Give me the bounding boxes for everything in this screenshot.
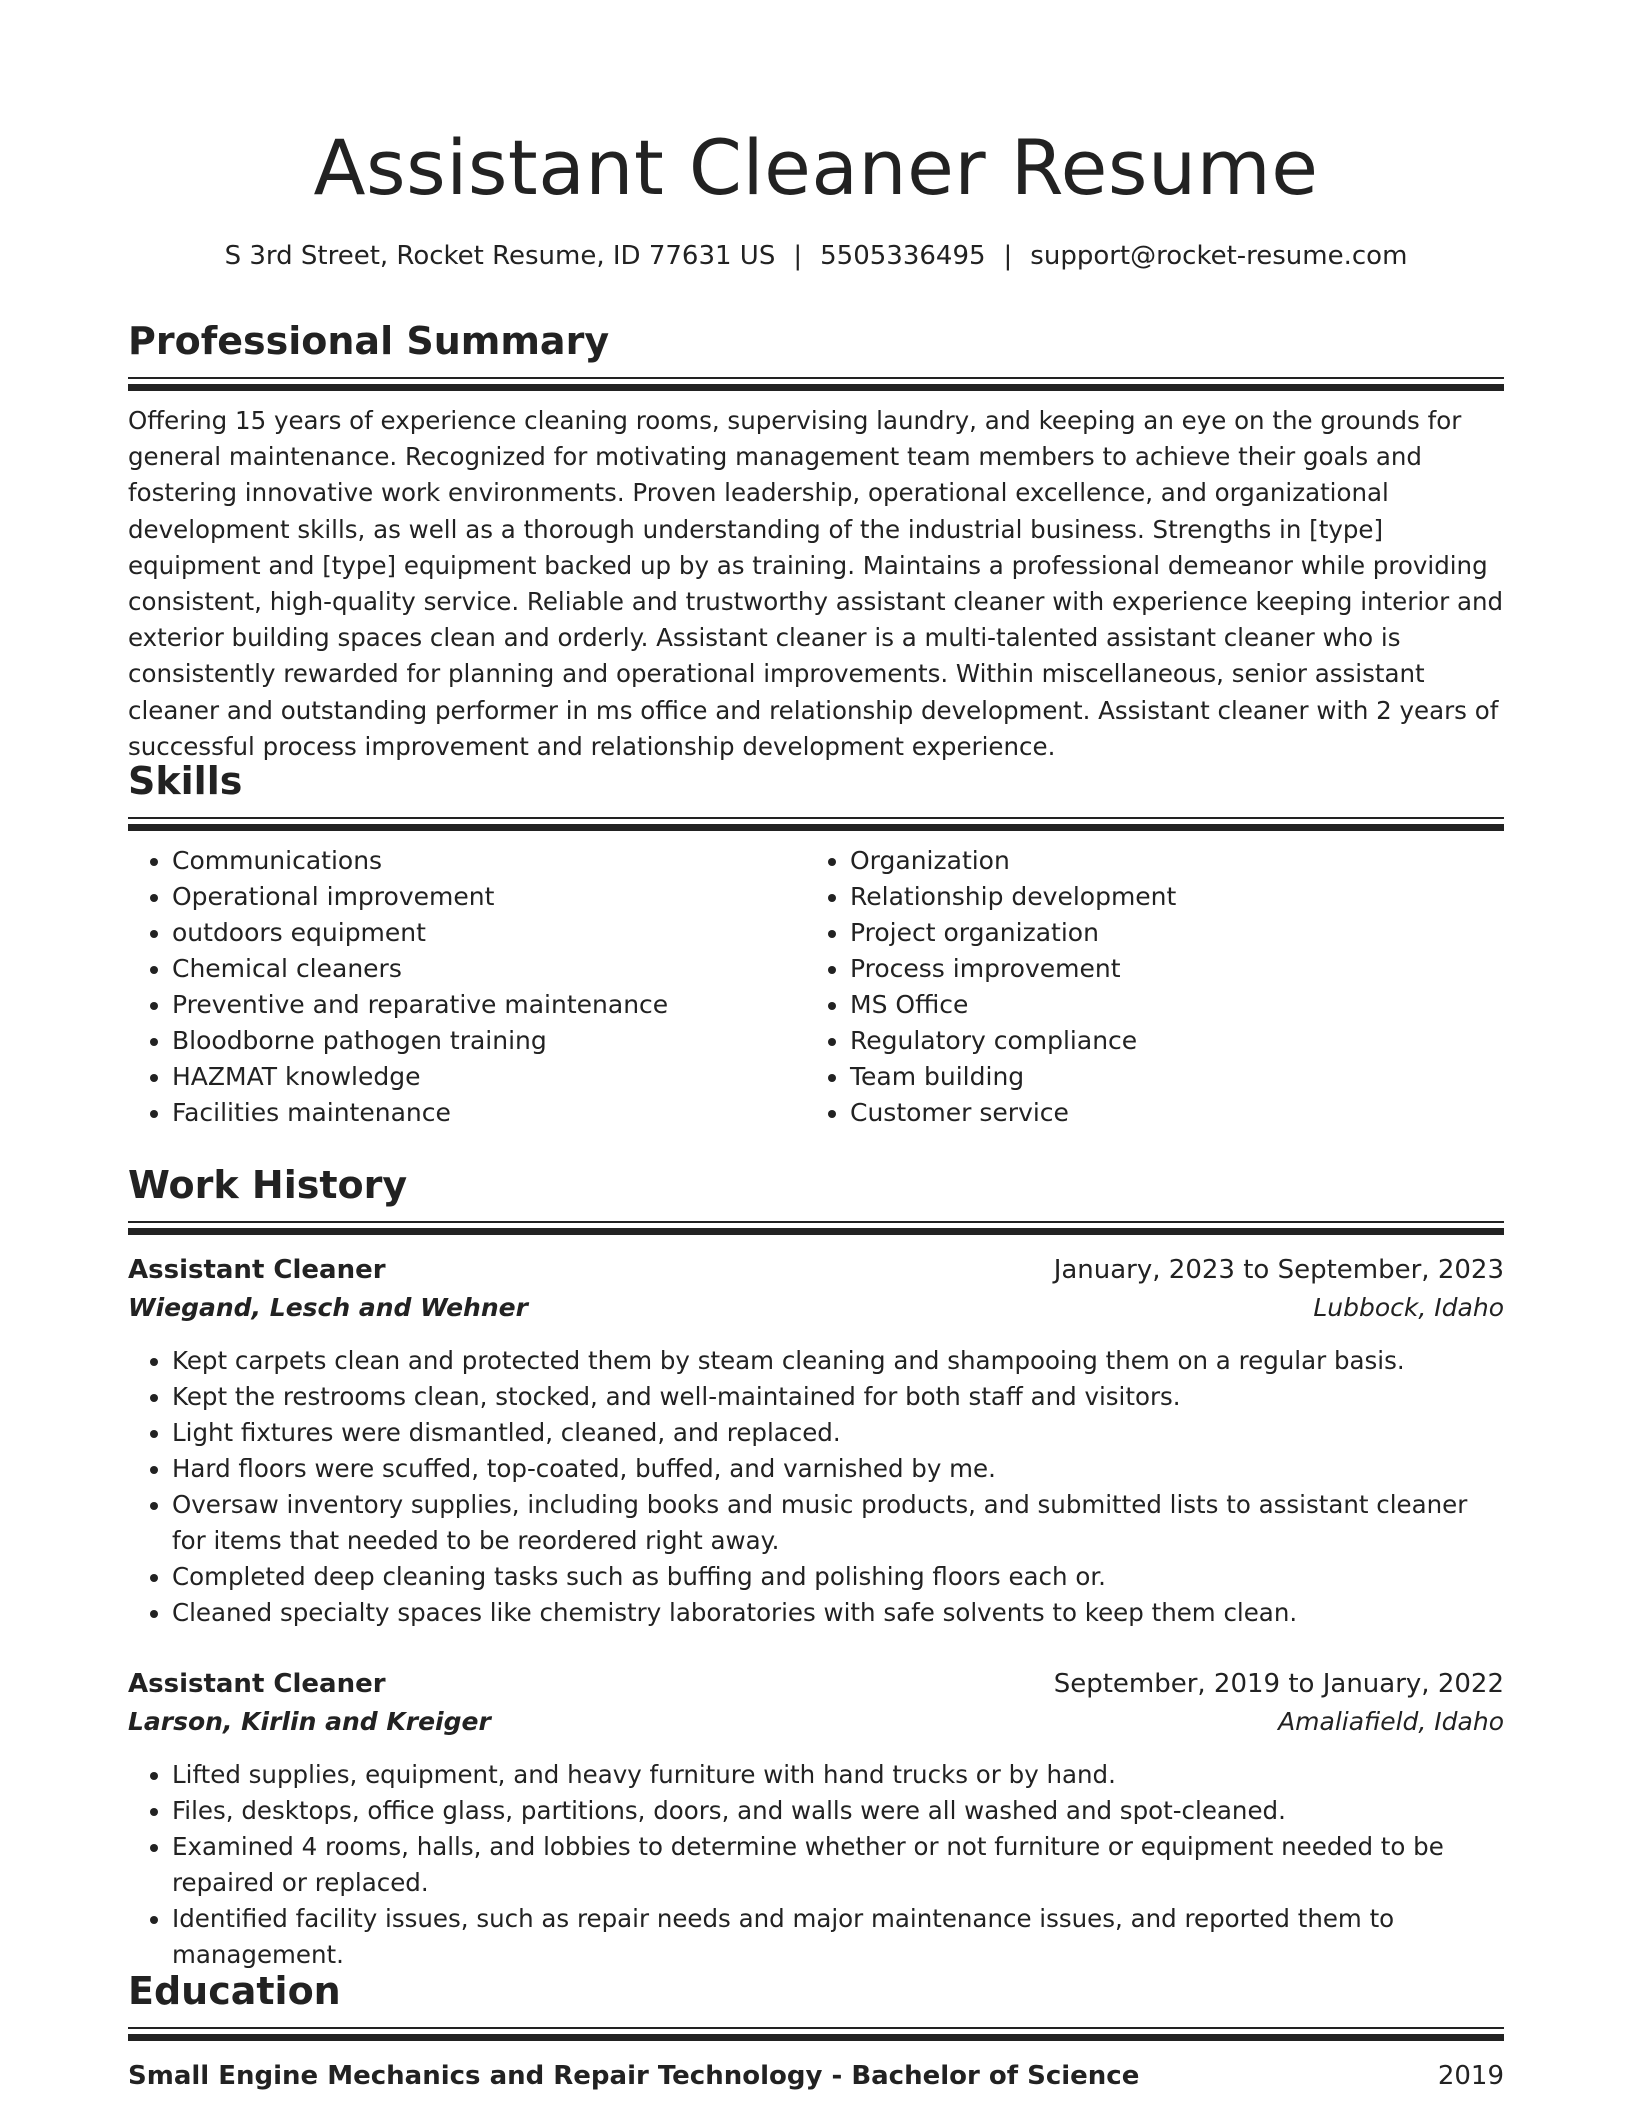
skills-list [128,843,1504,1131]
skill-item: • Communications [172,843,806,879]
job-entry [128,1665,1504,1973]
job-dates: September, 2019 to January, 2022 [1053,1669,1504,1699]
skills-column-left [128,843,806,1131]
job-dates: January, 2023 to September, 2023 [1053,1255,1504,1285]
work-history-section [128,1160,1504,1973]
job-bullet: • Cleaned specialty spaces like chemistry laboratories with safe solvents to keep them clean. [172,1595,1504,1631]
summary-section [128,316,1504,765]
job-location: Lubbock, Idaho [1313,1293,1504,1322]
section-title-work-history: Work History [128,1163,408,1207]
summary-text: Offering 15 years of experience cleaning rooms, supervising laundry, and keeping an eye on the grounds for general maintenance. Recognized for motivating management team members to achieve their goals and fostering innovative work environments. Proven leadership, operational excellence, and organizational development skills, as well as a thorough understanding of the industrial business. Strengths in [type] equipment and [type] equipment backed up by as training. Maintains a professional demeanor while providing consistent, high-quality service. Reliable and trustworthy assistant cleaner with experience keeping interior and exterior building spaces clean and orderly. Assistant cleaner is a multi-talented assistant cleaner who is consistently rewarded for planning and operational improvements. Within miscellaneous, senior assistant cleaner and outstanding performer in ms office and relationship development. Assistant cleaner with 2 years of successful process improvement and relationship development experience. [128,406,1504,761]
section-title-summary: Professional Summary [128,319,610,363]
job-bullet: • Completed deep cleaning tasks such as buffing and polishing floors each or. [172,1559,1504,1595]
skills-column-right [806,843,1484,1131]
skill-item: • Facilities maintenance [172,1095,806,1131]
contact-separator: | [1003,241,1013,271]
skill-item: • Bloodborne pathogen training [172,1023,806,1059]
skill-item: • Regulatory compliance [850,1023,1484,1059]
section-divider [128,817,1504,831]
job-entry [128,1251,1504,1631]
education-year: 2019 [1437,2061,1504,2091]
job-bullet: • Lifted supplies, equipment, and heavy furniture with hand trucks or by hand. [172,1757,1504,1793]
skill-item: • Relationship development [850,879,1484,915]
education-section [128,1966,1504,2095]
job-bullet: • Examined 4 rooms, halls, and lobbies to determine whether or not furniture or equipment needed to be repaired or replaced. [172,1829,1504,1901]
contact-email: support@rocket-resume.com [1030,241,1408,271]
job-bullets [128,1757,1504,1973]
job-title: Assistant Cleaner [128,1669,386,1699]
education-degree: Small Engine Mechanics and Repair Technology - Bachelor of Science [128,2061,1140,2091]
skill-item: • Project organization [850,915,1484,951]
section-divider [128,377,1504,391]
skill-item: • Operational improvement [172,879,806,915]
contact-separator: | [793,241,803,271]
job-location: Amaliafield, Idaho [1278,1707,1504,1736]
skill-item: • Preventive and reparative maintenance [172,987,806,1023]
job-bullet: • Kept carpets clean and protected them by steam cleaning and shampooing them on a regular basis. [172,1343,1504,1379]
job-bullet: • Oversaw inventory supplies, including books and music products, and submitted lists to assistant cleaner for items that needed to be reordered right away. [172,1487,1504,1559]
job-bullet: • Identified facility issues, such as repair needs and major maintenance issues, and reported them to management. [172,1901,1504,1973]
job-bullet: • Light fixtures were dismantled, cleaned, and replaced. [172,1415,1504,1451]
section-title-skills: Skills [128,759,243,803]
skill-item: • Organization [850,843,1484,879]
contact-address: S 3rd Street, Rocket Resume, ID 77631 US [224,241,776,271]
skills-section [128,756,1504,1131]
skill-item: • Customer service [850,1095,1484,1131]
section-divider [128,1221,1504,1235]
job-company: Larson, Kirlin and Kreiger [128,1707,491,1736]
job-bullet: • Kept the restrooms clean, stocked, and well-maintained for both staff and visitors. [172,1379,1504,1415]
skill-item: • HAZMAT knowledge [172,1059,806,1095]
skill-item: • outdoors equipment [172,915,806,951]
job-title: Assistant Cleaner [128,1255,386,1285]
section-title-education: Education [128,1969,341,2013]
skill-item: • Process improvement [850,951,1484,987]
job-bullet: • Hard floors were scuffed, top-coated, buffed, and varnished by me. [172,1451,1504,1487]
skill-item: • Chemical cleaners [172,951,806,987]
contact-line [0,238,1632,274]
skill-item: • MS Office [850,987,1484,1023]
education-entry [128,2057,1504,2095]
job-company: Wiegand, Lesch and Wehner [128,1293,528,1322]
job-bullets [128,1343,1504,1631]
section-divider [128,2027,1504,2041]
contact-phone: 5505336495 [820,241,986,271]
skill-item: • Team building [850,1059,1484,1095]
job-bullet: • Files, desktops, office glass, partitions, doors, and walls were all washed and spot-cleaned. [172,1793,1504,1829]
resume-title: Assistant Cleaner Resume [313,123,1319,212]
